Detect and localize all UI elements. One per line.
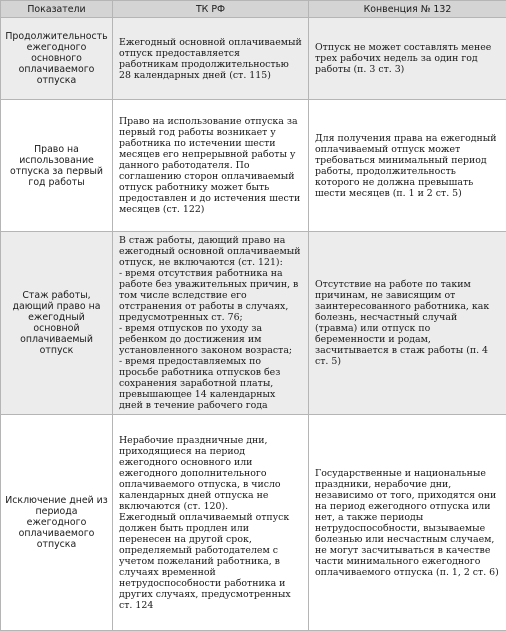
header-convention: Конвенция № 132 [309,1,506,18]
row-label: Стаж работы, дающий право на ежегодный основной оплачиваемый отпуск [1,232,113,415]
paragraph: Ежегодный оплачиваемый отпуск должен быть продлен или перенесен на другой срок, определяемый работодателем с учетом пожеланий работника, в случаях временной нетрудоспособности работника и других случаях, предусмотренных ст. 124 [119,512,302,611]
table-row [1,415,506,631]
convention-cell: Отсутствие на работе по таким причинам, не зависящим от заинтересованного работника, как болезнь, несчастный случай (травма) или отпуск по беременности и родам, засчитывается в стаж работы (п. 4 ст. 5) [309,232,506,415]
header-labor-code: ТК РФ [113,1,309,18]
table-row [1,100,506,232]
paragraph: В стаж работы, дающий право на ежегодный основной оплачиваемый отпуск, не включаются (ст. 121): [119,235,302,268]
list-item: - время предоставляемых по просьбе работника отпусков без сохранения заработной платы, превышающее 14 календарных дней в течение рабочего года [119,356,302,411]
row-label: Продолжительность ежегодного основного оплачиваемого отпуска [1,18,113,100]
header-indicators: Показатели [1,1,113,18]
header-row [1,1,506,18]
convention-cell: Государственные и национальные праздники, нерабочие дни, независимо от того, приходятся они на период ежегодного отпуска или нет, а также периоды нетрудоспособности, вызываемые болезнью или несчастным случаем, не могут засчитываться в качестве части минимального ежегодного оплачиваемого отпуска (п. 1, 2 ст. 6) [309,415,506,631]
convention-cell: Отпуск не может составлять менее трех рабочих недель за один год работы (п. 3 ст. 3) [309,18,506,100]
paragraph: Нерабочие праздничные дни, приходящиеся на период ежегодного основного или ежегодного дополнительного оплачиваемого отпуска, в число календарных дней отпуска не включаются (ст. 120). [119,435,302,512]
list-item: - время отсутствия работника на работе без уважительных причин, в том числе вследствие его отстранения от работы в случаях, предусмотренных ст. 76; [119,268,302,323]
labor-code-cell [113,415,309,631]
labor-code-cell: Ежегодный основной оплачиваемый отпуск предоставляется работникам продолжительностью 28 календарных дней (ст. 115) [113,18,309,100]
row-label: Право на использование отпуска за первый год работы [1,100,113,232]
row-label: Исключение дней из периода ежегодного оплачиваемого отпуска [1,415,113,631]
convention-cell: Для получения права на ежегодный оплачиваемый отпуск может требоваться минимальный период работы, продолжительность которого не должна превышать шести месяцев (п. 1 и 2 ст. 5) [309,100,506,232]
labor-code-cell [113,232,309,415]
table-row [1,18,506,100]
table-row [1,232,506,415]
labor-code-cell: Право на использование отпуска за первый год работы возникает у работника по истечении шести месяцев его непрерывной работы у данного работодателя. По соглашению сторон оплачиваемый отпуск работнику может быть предоставлен и до истечения шести месяцев (ст. 122) [113,100,309,232]
list-item: - время отпусков по уходу за ребенком до достижения им установленного законом возраста; [119,323,302,356]
